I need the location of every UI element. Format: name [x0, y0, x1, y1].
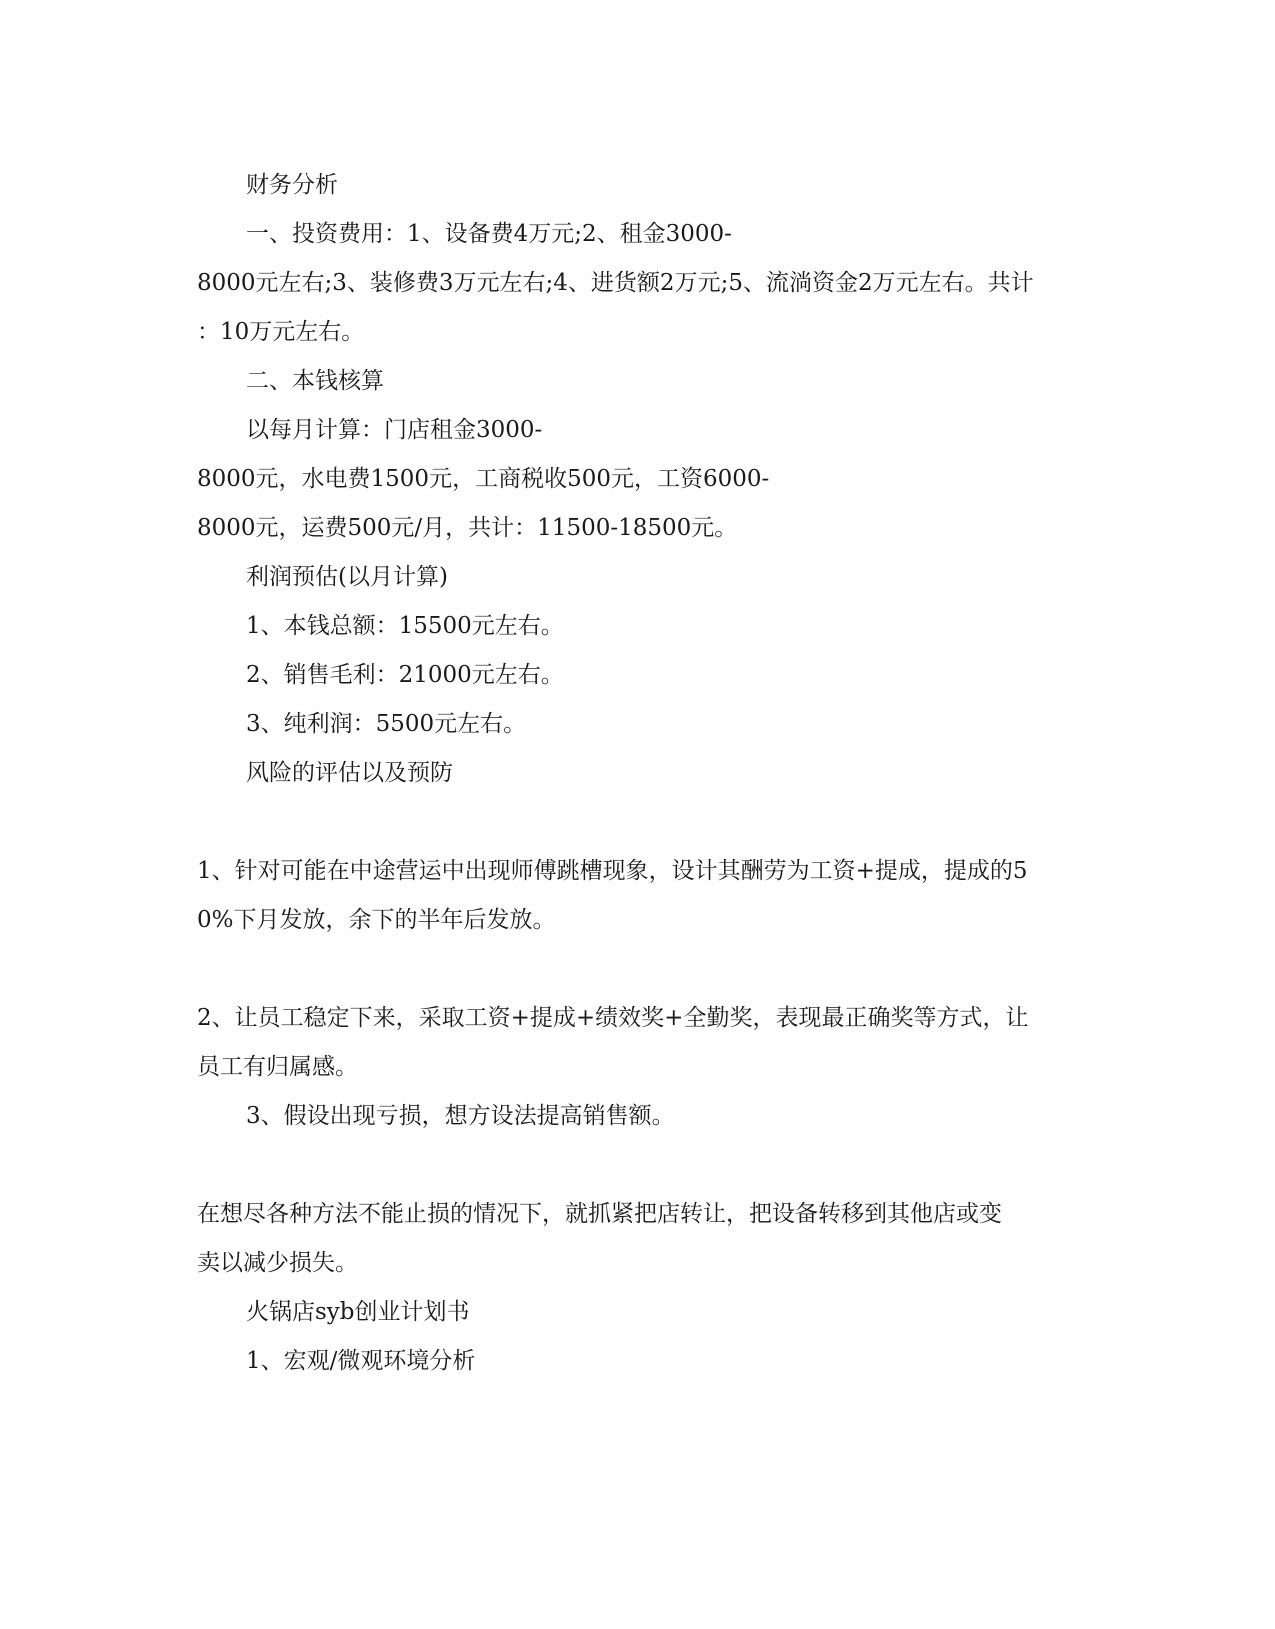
- list-item: 2、销售毛利：21000元左右。: [246, 662, 564, 688]
- paragraph-line: 以每月计算：门店租金3000-: [246, 417, 543, 443]
- list-item: 1、宏观/微观环境分析: [246, 1348, 476, 1374]
- heading-cost-accounting: 二、本钱核算: [246, 368, 384, 394]
- paragraph-line: 1、针对可能在中途营运中出现师傅跳槽现象，设计其酬劳为工资+提成，提成的5: [197, 858, 1028, 884]
- paragraph-line: 8000元，水电费1500元，工商税收500元，工资6000-: [197, 466, 770, 492]
- list-item: 1、本钱总额：15500元左右。: [246, 613, 564, 639]
- list-item: 3、纯利润：5500元左右。: [246, 711, 527, 737]
- paragraph-line: 一、投资费用：1、设备费4万元;2、租金3000-: [246, 221, 732, 247]
- heading-profit-estimate: 利润预估(以月计算): [246, 564, 448, 590]
- paragraph-line: 卖以减少损失。: [197, 1250, 358, 1276]
- heading-risk-assessment: 风险的评估以及预防: [246, 760, 453, 786]
- paragraph-line: ：10万元左右。: [197, 319, 365, 345]
- heading-financial-analysis: 财务分析: [246, 172, 338, 198]
- paragraph-line: 0%下月发放，余下的半年后发放。: [197, 907, 556, 933]
- paragraph-line: 8000元，运费500元/月，共计：11500-18500元。: [197, 515, 738, 541]
- paragraph-line: 员工有归属感。: [197, 1054, 358, 1080]
- paragraph-line: 2、让员工稳定下来，采取工资+提成+绩效奖+全勤奖，表现最正确奖等方式，让: [197, 1005, 1029, 1031]
- heading-business-plan: 火锅店syb创业计划书: [246, 1299, 470, 1325]
- paragraph-line: 在想尽各种方法不能止损的情况下，就抓紧把店转让，把设备转移到其他店或变: [197, 1201, 1002, 1227]
- list-item: 3、假设出现亏损，想方设法提高销售额。: [246, 1103, 675, 1129]
- paragraph-line: 8000元左右;3、装修费3万元左右;4、进货额2万元;5、流淌资金2万元左右。共计: [197, 270, 1034, 296]
